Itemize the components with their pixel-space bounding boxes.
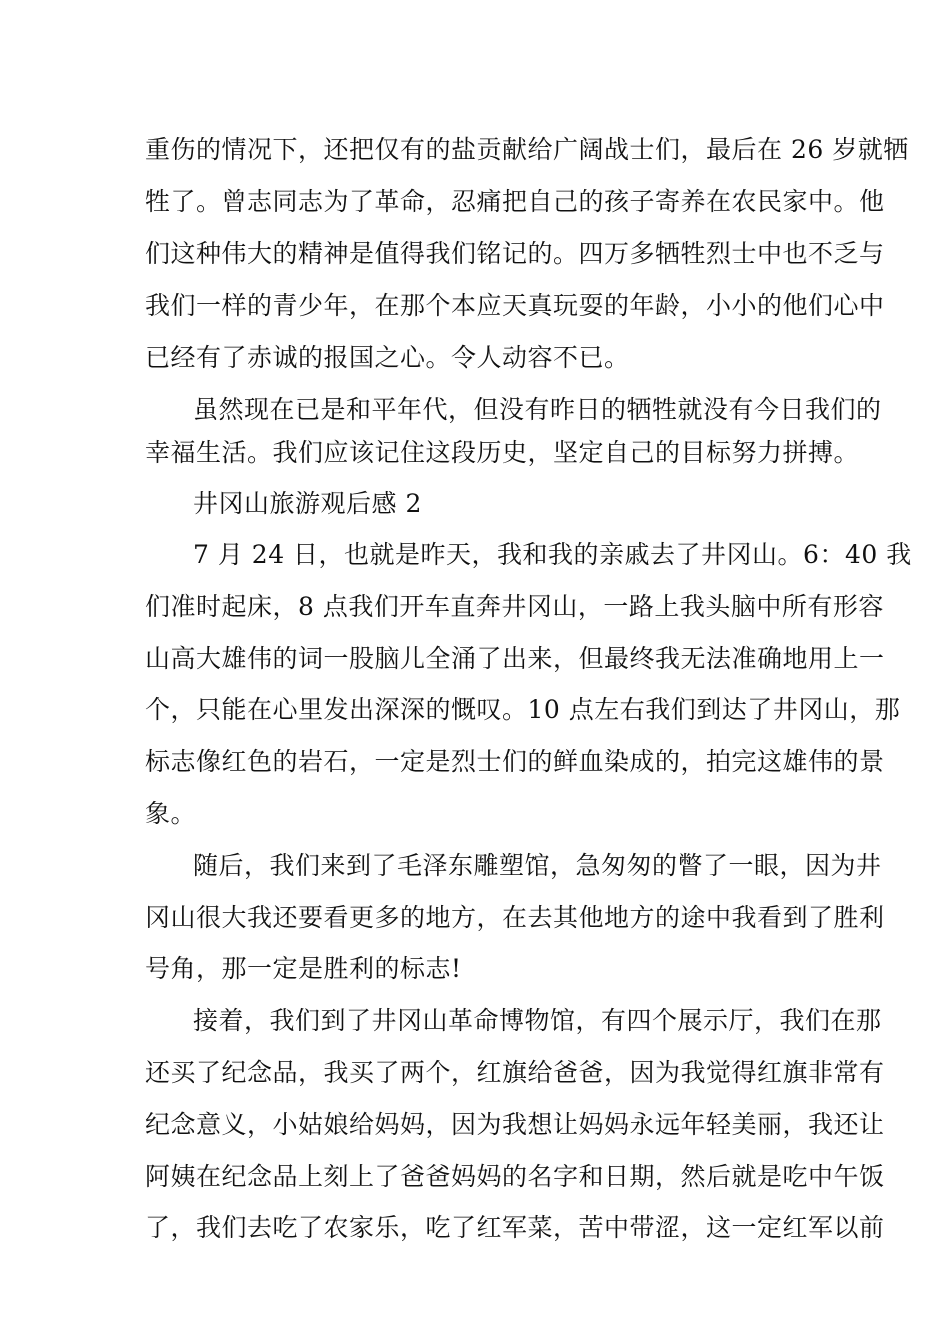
paragraph-line: 接着，我们到了井冈山革命博物馆，有四个展示厅，我们在那	[193, 1006, 882, 1035]
paragraph-line: 号角，那一定是胜利的标志!	[145, 954, 462, 983]
paragraph-line: 了，我们去吃了农家乐，吃了红军菜，苦中带涩，这一定红军以前	[145, 1213, 885, 1242]
paragraph-line: 幸福生活。我们应该记住这段历史，坚定自己的目标努力拼搏。	[145, 438, 860, 467]
paragraph-line: 标志像红色的岩石，一定是烈士们的鲜血染成的，拍完这雄伟的景	[145, 747, 885, 776]
paragraph-line: 虽然现在已是和平年代，但没有昨日的牺牲就没有今日我们的	[193, 395, 882, 424]
paragraph-line: 山高大雄伟的词一股脑儿全涌了出来，但最终我无法准确地用上一	[145, 644, 885, 673]
paragraph-line: 已经有了赤诚的报国之心。令人动容不已。	[145, 343, 630, 372]
paragraph-line: 重伤的情况下，还把仅有的盐贡献给广阔战士们，最后在 26 岁就牺	[145, 135, 909, 164]
paragraph-line: 7 月 24 日，也就是昨天，我和我的亲戚去了井冈山。6：40 我	[193, 540, 912, 569]
paragraph-line: 阿姨在纪念品上刻上了爸爸妈妈的名字和日期，然后就是吃中午饭	[145, 1162, 885, 1191]
paragraph-line: 们准时起床，8 点我们开车直奔井冈山，一路上我头脑中所有形容	[145, 592, 884, 621]
section-heading: 井冈山旅游观后感 2	[193, 489, 422, 518]
paragraph-line: 个，只能在心里发出深深的慨叹。10 点左右我们到达了井冈山，那	[145, 695, 901, 724]
paragraph-line: 我们一样的青少年，在那个本应天真玩耍的年龄，小小的他们心中	[145, 291, 885, 320]
paragraph-line: 随后，我们来到了毛泽东雕塑馆，急匆匆的瞥了一眼，因为井	[193, 851, 882, 880]
paragraph-line: 还买了纪念品，我买了两个，红旗给爸爸，因为我觉得红旗非常有	[145, 1058, 885, 1087]
paragraph-line: 牲了。曾志同志为了革命，忍痛把自己的孩子寄养在农民家中。他	[145, 187, 885, 216]
paragraph-line: 象。	[145, 799, 197, 828]
paragraph-line: 们这种伟大的精神是值得我们铭记的。四万多牺牲烈士中也不乏与	[145, 239, 885, 268]
paragraph-line: 冈山很大我还要看更多的地方，在去其他地方的途中我看到了胜利	[145, 903, 885, 932]
paragraph-line: 纪念意义，小姑娘给妈妈，因为我想让妈妈永远年轻美丽，我还让	[145, 1110, 885, 1139]
